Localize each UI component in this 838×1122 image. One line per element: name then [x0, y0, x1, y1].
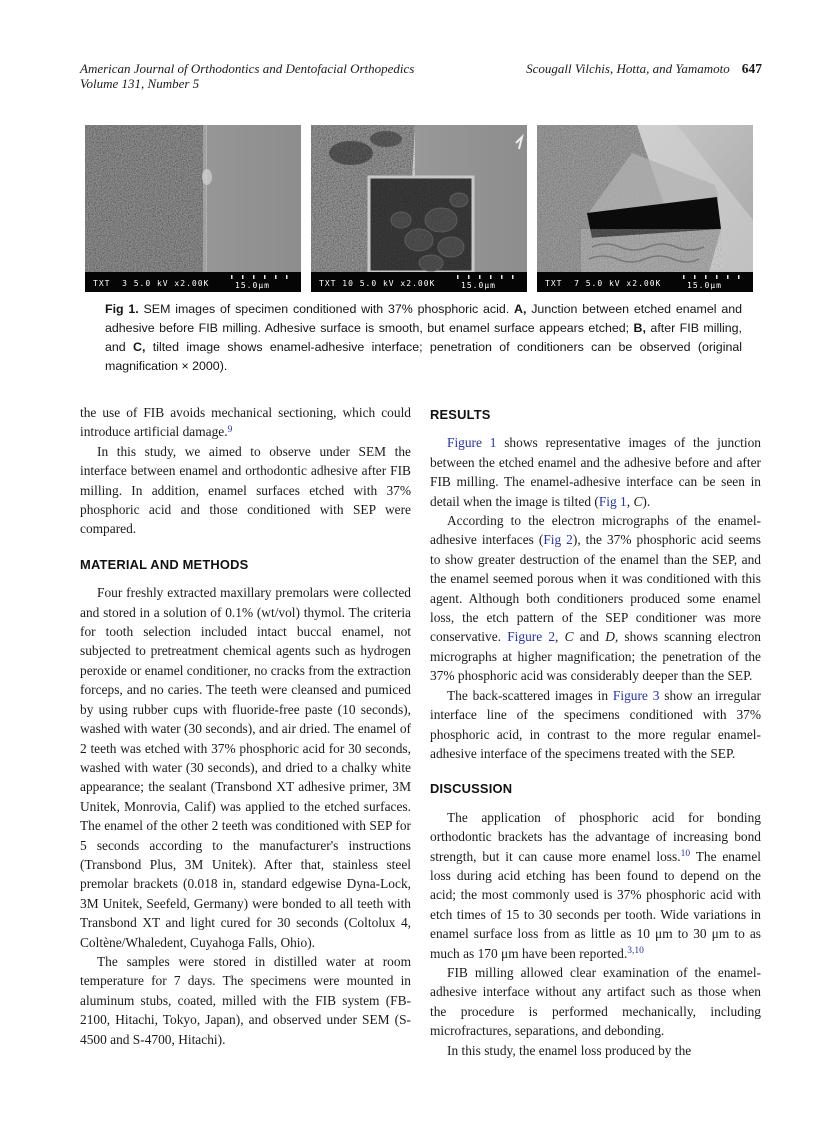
reference-link[interactable]: 9	[227, 424, 233, 435]
text-run: According to the electron micrographs of the enamel-adhesive interfaces (	[430, 513, 761, 548]
text-run: C	[564, 629, 574, 645]
text-run: ).	[642, 493, 651, 509]
text-run: Junction between etched enamel and adhesive before FIB milling. Adhesive surface is smooth, but enamel surface appears etched;	[105, 302, 742, 335]
paragraph	[80, 583, 411, 952]
section-heading-material-and-methods: MATERIAL AND METHODS	[80, 556, 249, 572]
figure-link[interactable]: Fig 1	[598, 493, 627, 509]
running-head-journal	[80, 62, 414, 91]
left-column	[80, 403, 411, 1049]
sem-image-c	[537, 125, 753, 292]
text-run: In this study, the enamel loss produced by the	[447, 1042, 692, 1058]
paragraph	[80, 952, 411, 1049]
paragraph	[80, 403, 411, 442]
sem-b-scale-label: 15.0μm	[461, 281, 496, 290]
text-run: The samples were stored in distilled water at room temperature for 7 days. The specimens were mounted in aluminum stubs, coated, milled with the FIB system (FB-2100, Hitachi, Tokyo, Japan), and observed under SEM (S-4500 and S-4700, Hitachi).	[80, 953, 411, 1047]
text-run: The back-scattered images in	[447, 687, 613, 703]
paragraph	[430, 963, 761, 1041]
text-run: tilted image shows enamel-adhesive interface; penetration of conditioners can be observed (original magnification × 2000).	[105, 340, 742, 373]
text-run: B,	[633, 321, 646, 335]
text-run: C,	[133, 340, 146, 354]
reference-link[interactable]: 3,10	[627, 946, 644, 957]
authors: Scougall Vilchis, Hotta, and Yamamoto	[526, 61, 730, 76]
text-run: The enamel loss during acid etching has been found to depend on the acid; the most commonly used is 37% phosphoric acid with etch times of 15 to 30 seconds per tooth. Wide variations in enamel surface loss from as little as 10 μm to 30 μm to as much as 170 μm have been reported.	[430, 848, 762, 961]
figure-link[interactable]: Figure 2	[507, 629, 556, 645]
paragraph	[430, 511, 761, 686]
running-head-authors	[526, 62, 762, 77]
text-run: and	[573, 629, 606, 645]
running-head	[80, 62, 762, 91]
text-run: D,	[605, 629, 619, 645]
text-run: Four freshly extracted maxillary premolars were collected and stored in a solution of 0.1% (wt/vol) thymol. The criteria for tooth selection included intact buccal enamel, not subjected to pretreatment chemical agents such as hydrogen peroxide or enamel conditioner, no cracks from the extraction forceps, and no caries. The teeth were cleansed and pumiced by using rubber cups with fluoride-free paste (10 seconds), washed with water (30 seconds), and air dried. The enamel of 2 teeth was etched with 37% phosphoric acid for 30 seconds, washed with water (30 seconds), and dried to a chalky white appearance; the sealant (Transbond XT adhesive primer, 3M Unitek, Monrovia, Calif) was applied to the etched surfaces. The enamel of the other 2 teeth was conditioned with SEP for 5 seconds according to the manufacturer's instructions (Transbond Plus, 3M Unitek). After that, stainless steel premolar brackets (0.018 in, standard edgewise Dyna-Lock, 3M Unitek, Seefeld, Germany) were bonded to all teeth with Transbond XT and light cured for 30 seconds (Coltolux 4, Coltène/Whaledent, Cuyahoga Falls, Ohio).	[80, 585, 411, 950]
figure-1-caption	[105, 300, 742, 376]
text-run: ), the 37% phosphoric acid seems to show greater destruction of the enamel than the SEP, and the enamel seemed porous when it was conditioned with this agent. Although both conditioners produced some enamel loss, the etch pattern of the SEP conditioner was more conservative.	[430, 532, 762, 645]
journal-title: American Journal of Orthodontics and Dentofacial Orthopedics	[80, 61, 415, 76]
text-run: SEM images of specimen conditioned with 37% phosphoric acid.	[138, 302, 515, 316]
sem-a-scale-label: 15.0μm	[235, 281, 270, 290]
sem-image-a	[85, 125, 301, 292]
sem-a-info-bar: TXT 3 5.0 kV x2.00K	[93, 279, 210, 288]
sem-c-scale-label: 15.0μm	[687, 281, 722, 290]
text-run: In this study, we aimed to observe under SEM the interface between enamel and orthodontic adhesive after FIB milling. In addition, enamel surfaces etched with 37% phosphoric acid and those conditioned with SEP were compared.	[80, 443, 411, 537]
volume-number: Volume 131, Number 5	[80, 75, 200, 91]
sem-b-info-bar: TXT 10 5.0 kV x2.00K	[319, 279, 436, 288]
page-number: 647	[741, 61, 762, 76]
section-heading-discussion: DISCUSSION	[430, 781, 513, 797]
right-column	[430, 403, 761, 1060]
paragraph	[430, 1041, 761, 1060]
text-run: A,	[514, 302, 527, 316]
text-run: ,	[626, 493, 634, 509]
figure-link[interactable]: Figure 1	[447, 435, 497, 451]
paragraph	[430, 686, 761, 764]
sem-image-b	[311, 125, 527, 292]
text-run: The application of phosphoric acid for bonding orthodontic brackets has the advantage of increasing bond strength, but it can cause more enamel loss.	[430, 809, 761, 864]
text-run: the use of FIB avoids mechanical sectioning, which could introduce artificial damage.	[80, 405, 411, 440]
figure-link[interactable]: Fig 2	[543, 532, 573, 548]
text-run: FIB milling allowed clear examination of the enamel-adhesive interface without any artifact such as those when the procedure is performed mechanically, including microfractures, separations, and debonding.	[430, 964, 761, 1039]
text-run: Fig 1.	[105, 302, 139, 316]
figure-link[interactable]: Figure 3	[612, 687, 660, 703]
text-run: after FIB milling, and	[105, 321, 742, 354]
text-run: shows representative images of the junction between the etched enamel and the adhesive before and after FIB milling. The enamel-adhesive interface can be seen in detail when the image is tilted (	[430, 435, 761, 509]
sem-c-info-bar: TXT 7 5.0 kV x2.00K	[545, 279, 662, 288]
text-run: ,	[555, 629, 565, 645]
text-run: shows scanning electron micrographs at higher magnification; the penetration of the 37% phosphoric acid was considerably deeper than the SEP.	[430, 629, 761, 684]
text-run: C	[633, 493, 643, 509]
section-heading-results: RESULTS	[430, 407, 491, 422]
text-run: show an irregular interface line of the specimens conditioned with 37% phosphoric acid, in contrast to the more regular enamel-adhesive interface of the specimens treated with the SEP.	[430, 687, 761, 761]
paragraph	[430, 808, 761, 963]
paragraph	[430, 433, 761, 511]
reference-link[interactable]: 10	[680, 849, 691, 860]
paragraph	[80, 442, 411, 539]
figure-1-images	[85, 125, 753, 292]
